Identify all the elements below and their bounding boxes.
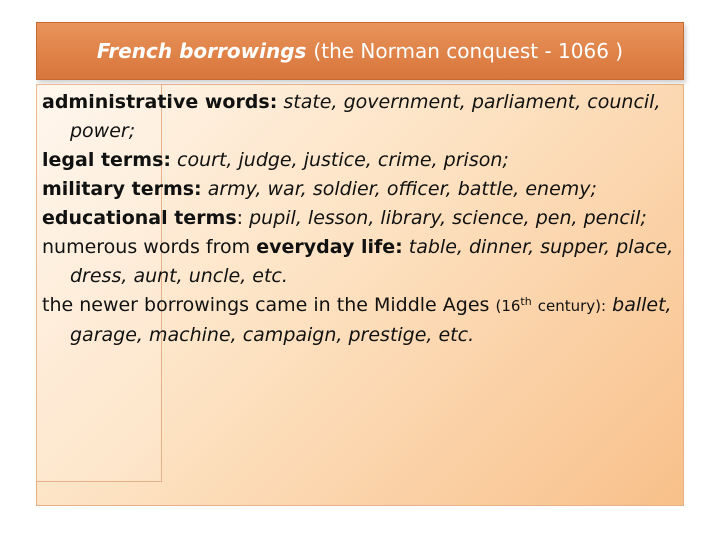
entry-legal — [42, 146, 678, 175]
entry-items: table, dinner, supper, place, dress, aunt, uncle, etc. — [70, 236, 674, 287]
entry-date-paren — [495, 297, 531, 315]
entry-items: state, government, parliament, council, power; — [70, 91, 661, 142]
entry-everyday-life — [42, 233, 678, 291]
entry-prefix: numerous words from — [42, 236, 257, 258]
title-subtitle: (the Norman conquest - 1066 ) — [313, 39, 624, 63]
entry-newer-borrowings — [42, 291, 678, 350]
entry-label: everyday life: — [256, 236, 403, 258]
entry-items: ballet, garage, machine, campaign, prestige, etc. — [70, 294, 672, 346]
entry-label: educational terms — [42, 207, 237, 229]
entry-label: military terms: — [42, 178, 202, 200]
entry-educational — [42, 204, 678, 233]
entry-military — [42, 175, 678, 204]
entry-text: the newer borrowings came in the Middle Ages — [42, 294, 496, 316]
entry-items: army, war, soldier, officer, battle, enemy; — [201, 178, 597, 200]
entry-items: court, judge, justice, crime, prison; — [171, 149, 509, 171]
entry-date-number: (16 — [495, 297, 521, 315]
slide-title — [36, 22, 684, 80]
title-main: French borrowings — [96, 39, 307, 63]
entry-century: century): — [537, 297, 607, 315]
entry-separator: : — [236, 207, 244, 229]
entry-label: administrative words: — [42, 91, 278, 113]
entry-label: legal terms: — [42, 149, 171, 171]
entry-date-suffix: th — [520, 295, 532, 308]
entry-administrative — [42, 88, 678, 146]
bullet-list — [42, 88, 678, 350]
entry-items: pupil, lesson, library, science, pen, pencil; — [243, 207, 647, 229]
